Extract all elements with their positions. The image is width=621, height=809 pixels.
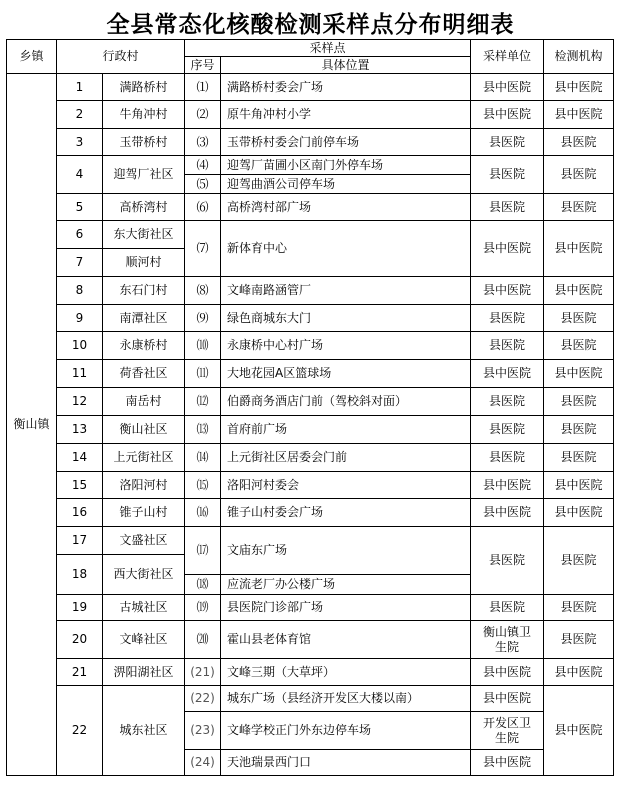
row-no: 3 [57, 129, 103, 156]
seq-cell: ⑾ [185, 360, 221, 388]
row-no: 13 [57, 416, 103, 444]
seq-cell: ⑿ [185, 388, 221, 416]
location-cell: 满路桥村委会广场 [221, 74, 471, 101]
agency-cell: 县中医院 [544, 360, 614, 388]
village-cell: 锥子山村 [103, 499, 185, 527]
location-cell: 伯爵商务酒店门前（驾校斜对面） [221, 388, 471, 416]
page-title: 全县常态化核酸检测采样点分布明细表 [106, 12, 515, 38]
agency-cell: 县医院 [544, 444, 614, 472]
village-cell: 文盛社区 [103, 527, 185, 555]
row-no: 12 [57, 388, 103, 416]
header-location: 具体位置 [221, 57, 471, 74]
seq-cell: ⒄ [185, 527, 221, 575]
village-cell: 西大街社区 [103, 555, 185, 595]
seq-cell: ⑼ [185, 305, 221, 332]
seq-cell: ⒇ [185, 621, 221, 659]
village-cell: 衡山社区 [103, 416, 185, 444]
seq-cell: ⑶ [185, 129, 221, 156]
row-no: 20 [57, 621, 103, 659]
row-no: 19 [57, 595, 103, 621]
village-cell: 古城社区 [103, 595, 185, 621]
agency-cell: 县医院 [544, 416, 614, 444]
location-cell: 迎驾厂苗圃小区南门外停车场 [221, 156, 471, 175]
unit-cell: 县中医院 [471, 659, 544, 686]
seq-cell: (21) [185, 659, 221, 686]
unit-cell: 县中医院 [471, 101, 544, 129]
unit-cell: 县中医院 [471, 360, 544, 388]
seq-cell: ⒆ [185, 595, 221, 621]
agency-cell: 县中医院 [544, 472, 614, 499]
unit-cell: 县中医院 [471, 499, 544, 527]
location-cell: 原牛角冲村小学 [221, 101, 471, 129]
unit-cell: 县医院 [471, 416, 544, 444]
agency-cell: 县中医院 [544, 74, 614, 101]
location-cell: 文峰学校正门外东边停车场 [221, 712, 471, 750]
header-village: 行政村 [57, 40, 185, 74]
row-no: 21 [57, 659, 103, 686]
unit-cell: 县医院 [471, 388, 544, 416]
row-no: 7 [57, 249, 103, 277]
row-no: 8 [57, 277, 103, 305]
location-cell: 县医院门诊部广场 [221, 595, 471, 621]
village-cell: 城东社区 [103, 686, 185, 776]
seq-cell: ⑵ [185, 101, 221, 129]
unit-cell: 县中医院 [471, 221, 544, 277]
row-no: 18 [57, 555, 103, 595]
unit-cell: 县中医院 [471, 74, 544, 101]
unit-cell: 县医院 [471, 305, 544, 332]
village-cell: 高桥湾村 [103, 194, 185, 221]
seq-cell: ⒀ [185, 416, 221, 444]
seq-cell: ⑺ [185, 221, 221, 277]
location-cell: 文峰南路涵管厂 [221, 277, 471, 305]
header-unit: 采样单位 [471, 40, 544, 74]
village-cell: 满路桥村 [103, 74, 185, 101]
location-cell: 文庙东广场 [221, 527, 471, 575]
agency-cell: 县中医院 [544, 101, 614, 129]
seq-cell: (23) [185, 712, 221, 750]
location-cell: 玉带桥村委会门前停车场 [221, 129, 471, 156]
village-cell: 牛角冲村 [103, 101, 185, 129]
village-cell: 荷香社区 [103, 360, 185, 388]
agency-cell: 县医院 [544, 388, 614, 416]
location-cell: 应流老厂办公楼广场 [221, 575, 471, 595]
header-township: 乡镇 [7, 40, 57, 74]
location-cell: 新体育中心 [221, 221, 471, 277]
row-no: 1 [57, 74, 103, 101]
header-agency: 检测机构 [544, 40, 614, 74]
row-no: 9 [57, 305, 103, 332]
agency-cell: 县医院 [544, 305, 614, 332]
agency-cell: 县医院 [544, 129, 614, 156]
agency-cell: 县医院 [544, 595, 614, 621]
seq-cell: (22) [185, 686, 221, 712]
seq-cell: ⑽ [185, 332, 221, 360]
agency-cell: 县中医院 [544, 277, 614, 305]
unit-cell: 衡山镇卫生院 [471, 621, 544, 659]
seq-cell: ⒁ [185, 444, 221, 472]
row-no: 4 [57, 156, 103, 194]
agency-cell: 县医院 [544, 527, 614, 595]
unit-cell: 县医院 [471, 527, 544, 595]
village-cell: 南潭社区 [103, 305, 185, 332]
sampling-sites-table [6, 39, 614, 776]
unit-cell: 县医院 [471, 444, 544, 472]
header-site: 采样点 [185, 40, 471, 57]
unit-cell: 县中医院 [471, 686, 544, 712]
row-no: 2 [57, 101, 103, 129]
location-cell: 大地花园A区篮球场 [221, 360, 471, 388]
seq-cell: (24) [185, 750, 221, 776]
agency-cell: 县中医院 [544, 221, 614, 277]
agency-cell: 县医院 [544, 156, 614, 194]
location-cell: 锥子山村委会广场 [221, 499, 471, 527]
seq-cell: ⑸ [185, 175, 221, 194]
unit-cell: 县医院 [471, 129, 544, 156]
seq-cell: ⑻ [185, 277, 221, 305]
unit-cell: 县医院 [471, 156, 544, 194]
village-cell: 永康桥村 [103, 332, 185, 360]
unit-cell: 县医院 [471, 194, 544, 221]
village-cell: 东大街社区 [103, 221, 185, 249]
agency-cell: 县中医院 [544, 659, 614, 686]
agency-cell: 县中医院 [544, 499, 614, 527]
unit-cell: 开发区卫生院 [471, 712, 544, 750]
header-seq: 序号 [185, 57, 221, 74]
unit-cell: 县医院 [471, 332, 544, 360]
village-cell: 迎驾厂社区 [103, 156, 185, 194]
location-cell: 霍山县老体育馆 [221, 621, 471, 659]
location-cell: 文峰三期（大草坪） [221, 659, 471, 686]
township-cell: 衡山镇 [7, 74, 57, 776]
village-cell: 南岳村 [103, 388, 185, 416]
agency-cell: 县医院 [544, 194, 614, 221]
row-no: 11 [57, 360, 103, 388]
village-cell: 上元街社区 [103, 444, 185, 472]
row-no: 5 [57, 194, 103, 221]
row-no: 16 [57, 499, 103, 527]
location-cell: 首府前广场 [221, 416, 471, 444]
unit-cell: 县医院 [471, 595, 544, 621]
agency-cell: 县医院 [544, 621, 614, 659]
row-no: 6 [57, 221, 103, 249]
seq-cell: ⒂ [185, 472, 221, 499]
location-cell: 天池瑞景西门口 [221, 750, 471, 776]
agency-cell: 县医院 [544, 332, 614, 360]
location-cell: 上元街社区居委会门前 [221, 444, 471, 472]
seq-cell: ⑹ [185, 194, 221, 221]
seq-cell: ⑷ [185, 156, 221, 175]
unit-cell: 县中医院 [471, 750, 544, 776]
village-cell: 玉带桥村 [103, 129, 185, 156]
location-cell: 迎驾曲酒公司停车场 [221, 175, 471, 194]
row-no: 22 [57, 686, 103, 776]
unit-cell: 县中医院 [471, 472, 544, 499]
village-cell: 洛阳河村 [103, 472, 185, 499]
row-no: 14 [57, 444, 103, 472]
location-cell: 城东广场（县经济开发区大楼以南） [221, 686, 471, 712]
agency-cell: 县中医院 [544, 686, 614, 776]
village-cell: 淠阳湖社区 [103, 659, 185, 686]
seq-cell: ⒃ [185, 499, 221, 527]
location-cell: 绿色商城东大门 [221, 305, 471, 332]
location-cell: 永康桥中心村广场 [221, 332, 471, 360]
unit-cell: 县中医院 [471, 277, 544, 305]
seq-cell: ⑴ [185, 74, 221, 101]
village-cell: 东石门村 [103, 277, 185, 305]
location-cell: 高桥湾村部广场 [221, 194, 471, 221]
row-no: 17 [57, 527, 103, 555]
seq-cell: ⒅ [185, 575, 221, 595]
village-cell: 文峰社区 [103, 621, 185, 659]
village-cell: 顺河村 [103, 249, 185, 277]
row-no: 10 [57, 332, 103, 360]
location-cell: 洛阳河村委会 [221, 472, 471, 499]
row-no: 15 [57, 472, 103, 499]
